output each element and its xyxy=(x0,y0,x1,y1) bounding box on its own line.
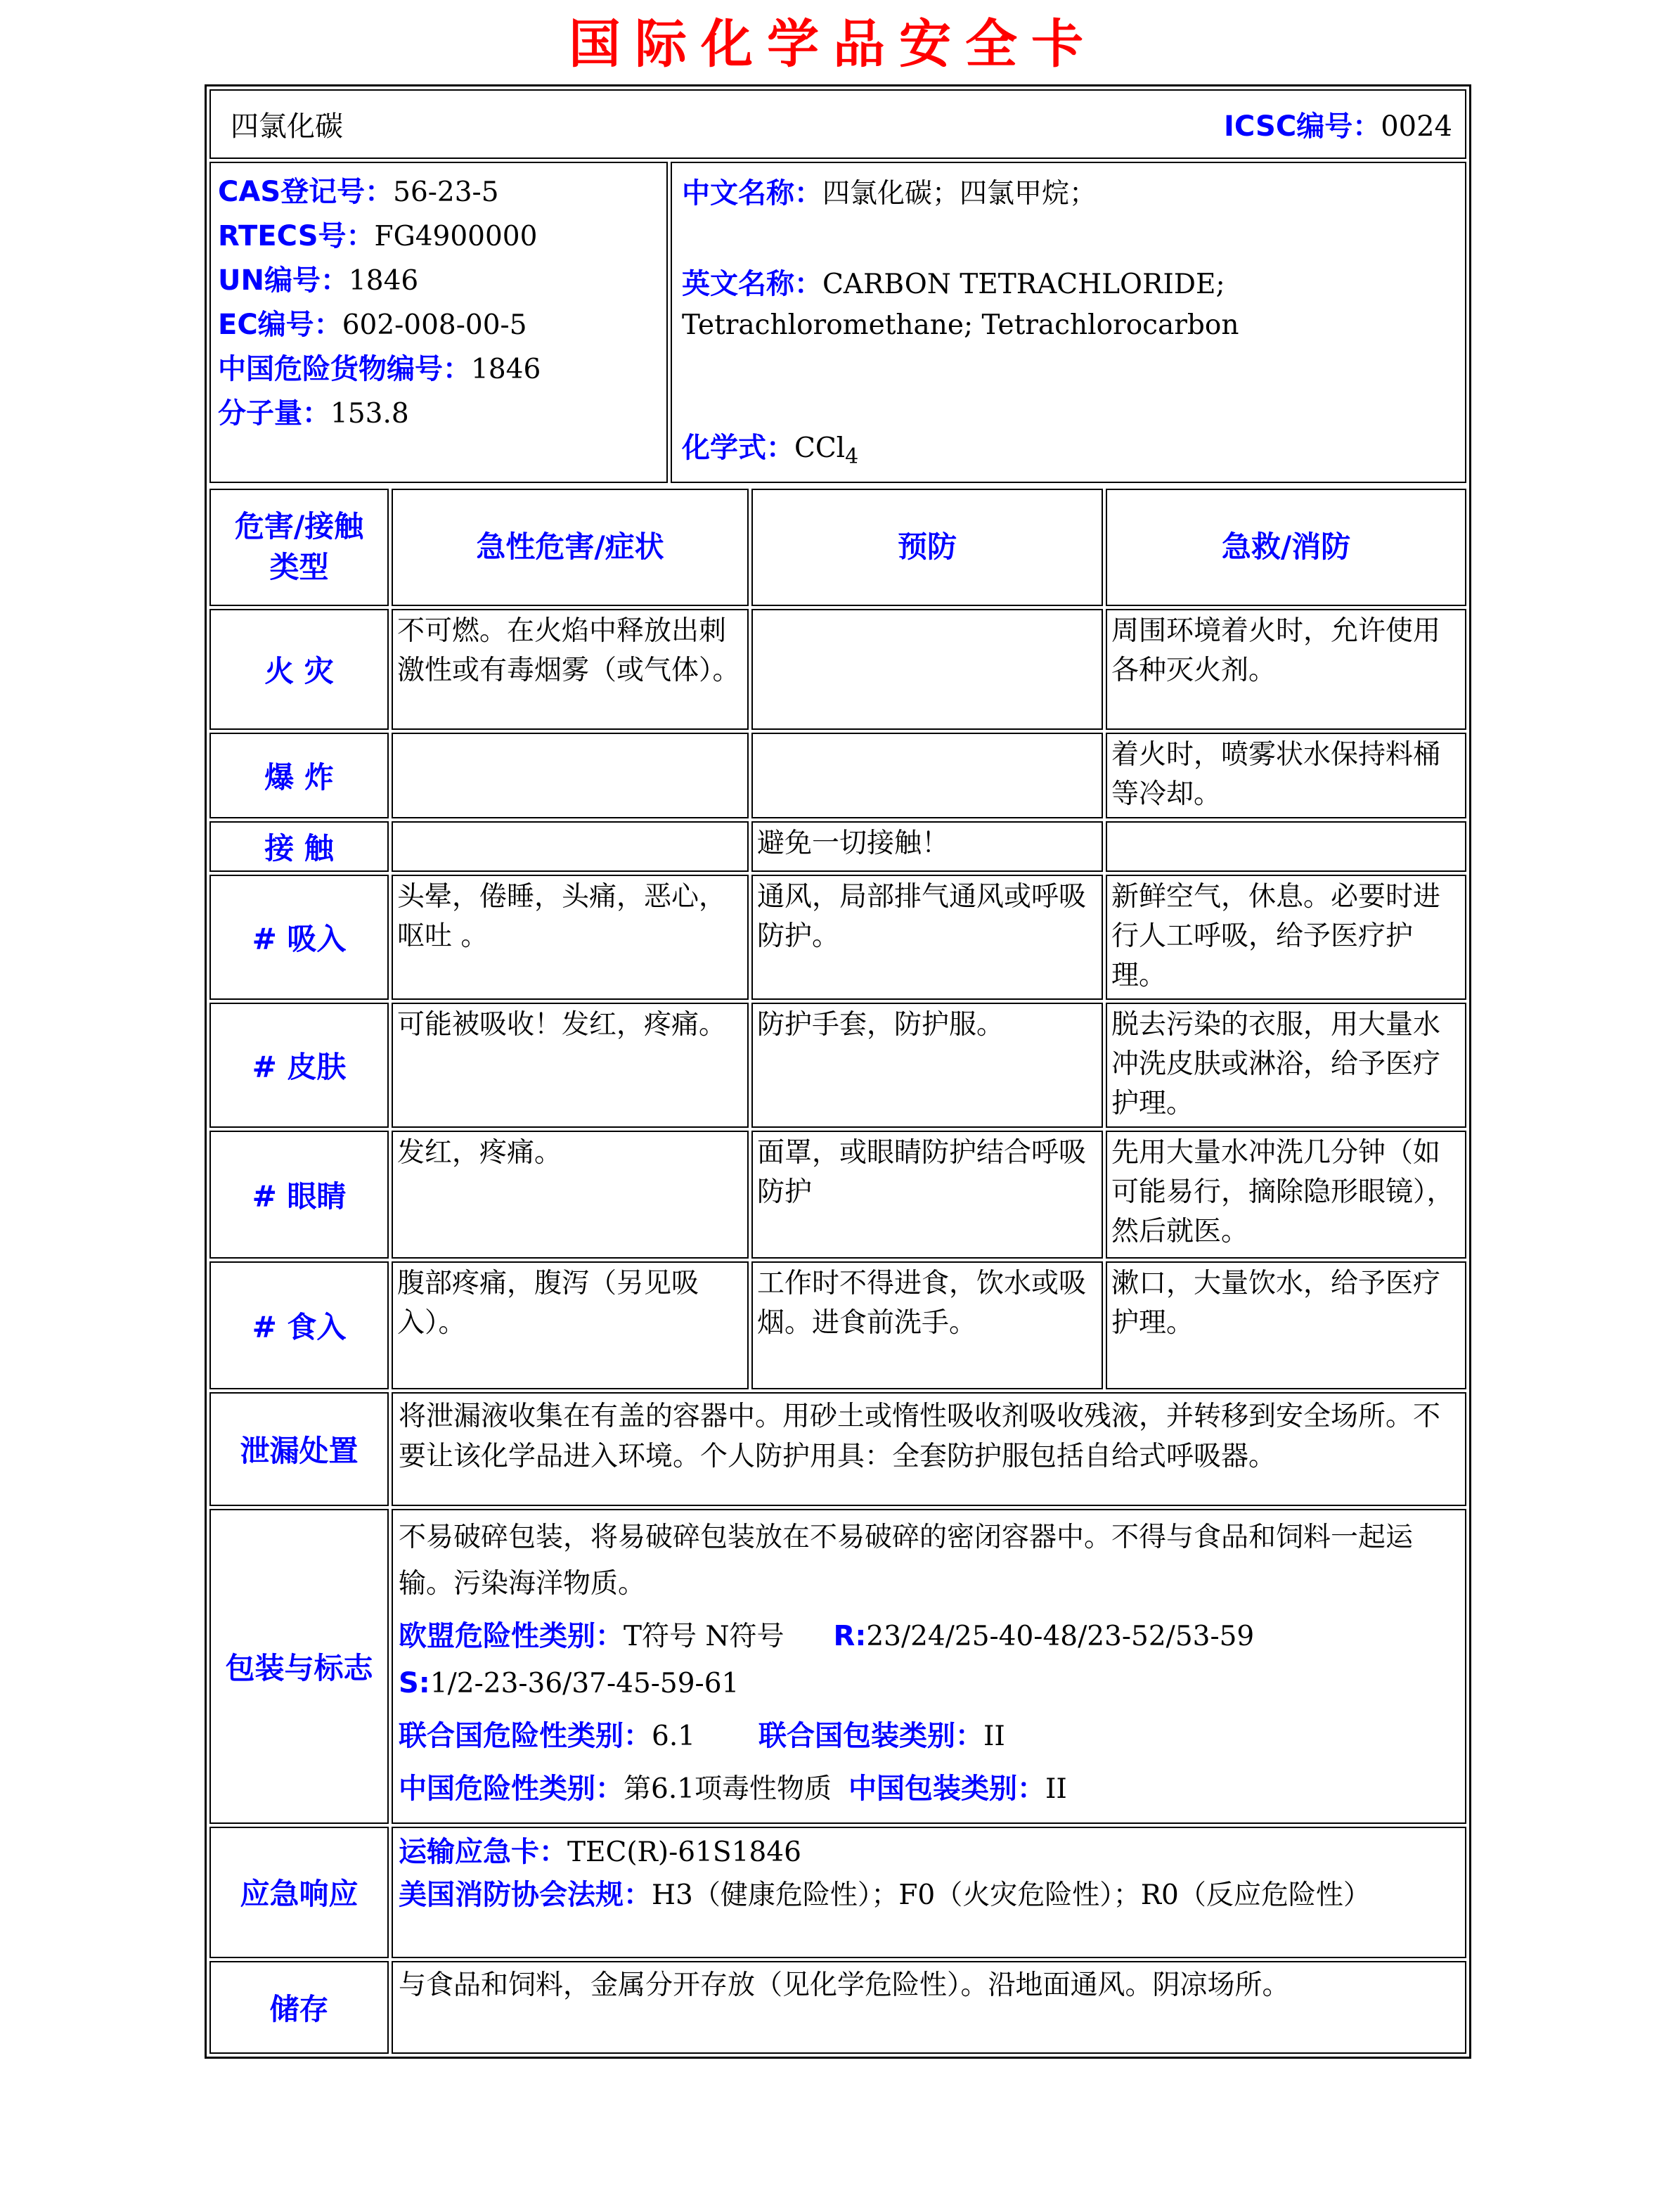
row-label-spill: 泄漏处置 xyxy=(209,1392,389,1506)
skin-symptoms: 可能被吸收！发红，疼痛。 xyxy=(392,1003,749,1128)
explosion-first-aid: 着火时，喷雾状水保持料桶等冷却。 xyxy=(1106,733,1466,818)
cas-number-line: CAS登记号：56-23-5 xyxy=(218,176,499,208)
registry-row xyxy=(209,162,1466,483)
ingestion-first-aid: 漱口，大量饮水，给予医疗护理。 xyxy=(1106,1261,1466,1389)
row-label-packaging: 包装与标志 xyxy=(209,1509,389,1824)
hazard-header-row xyxy=(209,489,1466,606)
emergency-cell xyxy=(392,1827,1466,1958)
packaging-cell xyxy=(392,1509,1466,1824)
table-row-spill xyxy=(209,1392,1466,1506)
row-label-inhalation: # 吸入 xyxy=(209,875,389,1000)
table-row-skin xyxy=(209,1003,1466,1128)
registry-numbers-cell xyxy=(209,162,668,483)
table-row-ingestion xyxy=(209,1261,1466,1389)
inhalation-first-aid: 新鲜空气，休息。必要时进行人工呼吸，给予医疗护理。 xyxy=(1106,875,1466,1000)
row-label-eyes: # 眼睛 xyxy=(209,1131,389,1259)
header-first-aid: 急救/消防 xyxy=(1106,489,1466,606)
table-row-packaging xyxy=(209,1509,1466,1824)
china-dg-number-line: 中国危险货物编号：1846 xyxy=(218,353,541,385)
spill-text: 将泄漏液收集在有盖的容器中。用砂土或惰性吸收剂吸收残液，并转移到安全场所。不要让该化学品进入环境。个人防护用具：全套防护服包括自给式呼吸器。 xyxy=(392,1392,1466,1506)
explosion-symptoms xyxy=(392,733,749,818)
page-title: 国际化学品安全卡 xyxy=(569,14,1097,75)
icsc-number-label: ICSC编号： xyxy=(1224,110,1381,143)
fire-prevention xyxy=(751,609,1103,730)
row-label-contact: 接 触 xyxy=(209,821,389,872)
ingestion-symptoms: 腹部疼痛，腹泻（另见吸入）。 xyxy=(392,1261,749,1389)
chemical-names-cell xyxy=(671,162,1466,483)
table-row-storage xyxy=(209,1961,1466,2054)
chemical-name-row xyxy=(209,89,1466,159)
nfpa-line: 美国消防协会法规：H3（健康危险性）；F0（火灾危险性）；R0（反应危险性） xyxy=(399,1878,1371,1911)
table-row-fire xyxy=(209,609,1466,730)
rtecs-number-line: RTECS号：FG4900000 xyxy=(218,220,538,252)
contact-symptoms xyxy=(392,821,749,872)
inhalation-symptoms: 头晕，倦睡，头痛，恶心，呕吐 。 xyxy=(392,875,749,1000)
icsc-number-group xyxy=(1224,104,1452,144)
eyes-symptoms: 发红，疼痛。 xyxy=(392,1131,749,1259)
contact-prevention: 避免一切接触！ xyxy=(751,821,1103,872)
eyes-prevention: 面罩，或眼睛防护结合呼吸防护 xyxy=(751,1131,1103,1259)
skin-first-aid: 脱去污染的衣服，用大量水冲洗皮肤或淋浴，给予医疗护理。 xyxy=(1106,1003,1466,1128)
eu-hazard-class-line: 欧盟危险性类别：T符号 N符号 R:23/24/25-40-48/23-52/53-59 S:1/2-23-36/37-45-59-61 xyxy=(399,1619,1255,1699)
un-class-line: 联合国危险性类别：6.1 联合国包装类别：II xyxy=(399,1719,1005,1752)
inhalation-prevention: 通风，局部排气通风或呼吸防护。 xyxy=(751,875,1103,1000)
table-row-explosion xyxy=(209,733,1466,818)
row-label-ingestion: # 食入 xyxy=(209,1261,389,1389)
fire-first-aid: 周围环境着火时，允许使用各种灭火剂。 xyxy=(1106,609,1466,730)
eyes-first-aid: 先用大量水冲洗几分钟（如可能易行，摘除隐形眼镜），然后就医。 xyxy=(1106,1131,1466,1259)
table-row-eyes xyxy=(209,1131,1466,1259)
table-row-contact xyxy=(209,821,1466,872)
icsc-number-value: 0024 xyxy=(1381,110,1452,143)
explosion-prevention xyxy=(751,733,1103,818)
hazard-table xyxy=(207,486,1469,2057)
table-row-inhalation xyxy=(209,875,1466,1000)
row-label-explosion: 爆 炸 xyxy=(209,733,389,818)
ec-number-line: EC编号：602-008-00-5 xyxy=(218,309,527,341)
un-number-line: UN编号：1846 xyxy=(218,264,419,297)
safety-card xyxy=(205,84,1471,2059)
storage-text: 与食品和饲料，金属分开存放（见化学危险性）。沿地面通风。阴凉场所。 xyxy=(392,1961,1466,2054)
fire-symptoms: 不可燃。在火焰中释放出刺激性或有毒烟雾（或气体）。 xyxy=(392,609,749,730)
ingestion-prevention: 工作时不得进食，饮水或吸烟。进食前洗手。 xyxy=(751,1261,1103,1389)
contact-first-aid xyxy=(1106,821,1466,872)
header-prevention: 预防 xyxy=(751,489,1103,606)
row-label-emergency: 应急响应 xyxy=(209,1827,389,1958)
chemical-name: 四氯化碳 xyxy=(231,110,343,143)
skin-prevention: 防护手套，防护服。 xyxy=(751,1003,1103,1128)
table-row-emergency xyxy=(209,1827,1466,1958)
header-acute-symptoms: 急性危害/症状 xyxy=(392,489,749,606)
header-hazard-type: 危害/接触 类型 xyxy=(209,489,389,606)
packaging-text: 不易破碎包装，将易破碎包装放在不易破碎的密闭容器中。不得与食品和饲料一起运输。污染海洋物质。 xyxy=(399,1521,1414,1600)
formula-line: 化学式：CCl$_4$ xyxy=(682,432,859,469)
cn-class-line: 中国危险性类别：第6.1项毒性物质 中国包装类别：II xyxy=(399,1772,1067,1805)
english-name-line: 英文名称：CARBON TETRACHLORIDE; Tetrachloromethane; Tetrachlorocarbon xyxy=(682,268,1239,341)
molecular-weight-line: 分子量：153.8 xyxy=(218,397,409,430)
chinese-name-line: 中文名称：四氯化碳；四氯甲烷； xyxy=(682,177,1097,210)
row-label-storage: 储存 xyxy=(209,1961,389,2054)
row-label-fire: 火 灾 xyxy=(209,609,389,730)
row-label-skin: # 皮肤 xyxy=(209,1003,389,1128)
transport-card-line: 运输应急卡：TEC(R)-61S1846 xyxy=(399,1835,801,1868)
identification-table xyxy=(207,86,1469,486)
